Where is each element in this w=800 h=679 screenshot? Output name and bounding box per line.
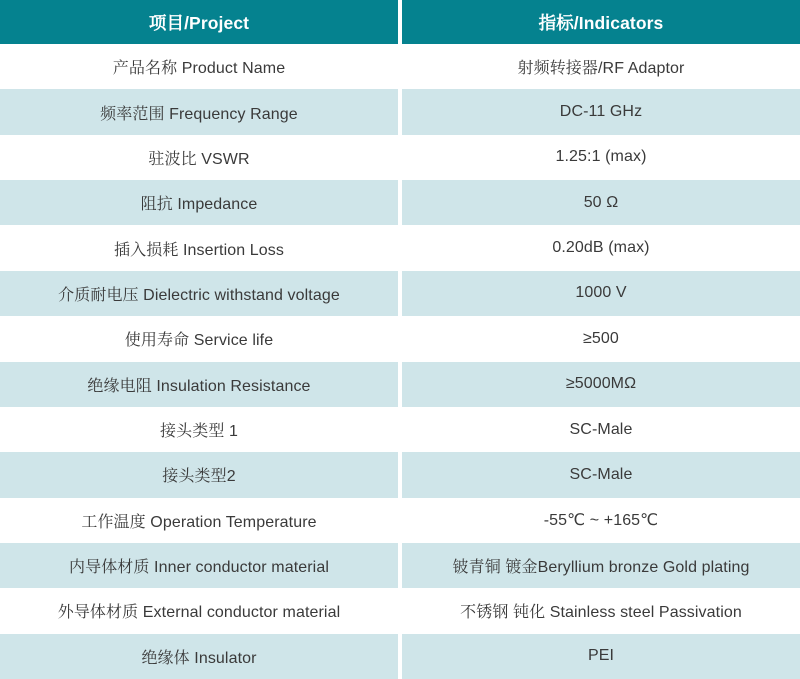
project-cell: 阻抗 Impedance <box>0 180 398 225</box>
table-row <box>0 316 800 361</box>
table-header-row <box>0 0 800 44</box>
table-row <box>0 44 800 89</box>
project-cell: 内导体材质 Inner conductor material <box>0 543 398 588</box>
header-cell-project: 项目/Project <box>0 0 398 44</box>
indicator-cell: ≥5000MΩ <box>402 362 800 407</box>
table-row <box>0 89 800 134</box>
table-row <box>0 225 800 270</box>
indicator-cell: 0.20dB (max) <box>402 225 800 270</box>
table-row <box>0 407 800 452</box>
project-cell: 绝缘体 Insulator <box>0 634 398 679</box>
table-row <box>0 180 800 225</box>
indicator-cell: 射频转接器/RF Adaptor <box>402 44 800 89</box>
indicator-cell: PEI <box>402 634 800 679</box>
header-cell-indicators: 指标/Indicators <box>402 0 800 44</box>
project-cell: 产品名称 Product Name <box>0 44 398 89</box>
table-row <box>0 543 800 588</box>
project-cell: 外导体材质 External conductor material <box>0 588 398 633</box>
table-row <box>0 498 800 543</box>
project-cell: 插入损耗 Insertion Loss <box>0 225 398 270</box>
indicator-cell: DC-11 GHz <box>402 89 800 134</box>
indicator-cell: -55℃ ~ +165℃ <box>402 498 800 543</box>
project-cell: 工作温度 Operation Temperature <box>0 498 398 543</box>
indicator-cell: SC-Male <box>402 452 800 497</box>
indicator-cell: 50 Ω <box>402 180 800 225</box>
table-row <box>0 634 800 679</box>
table-row <box>0 452 800 497</box>
indicator-cell: 铍青铜 镀金Beryllium bronze Gold plating <box>402 543 800 588</box>
project-cell: 介质耐电压 Dielectric withstand voltage <box>0 271 398 316</box>
table-row <box>0 135 800 180</box>
table-row <box>0 588 800 633</box>
project-cell: 频率范围 Frequency Range <box>0 89 398 134</box>
indicator-cell: SC-Male <box>402 407 800 452</box>
project-cell: 接头类型2 <box>0 452 398 497</box>
project-cell: 接头类型 1 <box>0 407 398 452</box>
indicator-cell: 1.25:1 (max) <box>402 135 800 180</box>
indicator-cell: ≥500 <box>402 316 800 361</box>
table-row <box>0 362 800 407</box>
project-cell: 使用寿命 Service life <box>0 316 398 361</box>
table-row <box>0 271 800 316</box>
project-cell: 绝缘电阻 Insulation Resistance <box>0 362 398 407</box>
indicator-cell: 不锈钢 钝化 Stainless steel Passivation <box>402 588 800 633</box>
project-cell: 驻波比 VSWR <box>0 135 398 180</box>
indicator-cell: 1000 V <box>402 271 800 316</box>
